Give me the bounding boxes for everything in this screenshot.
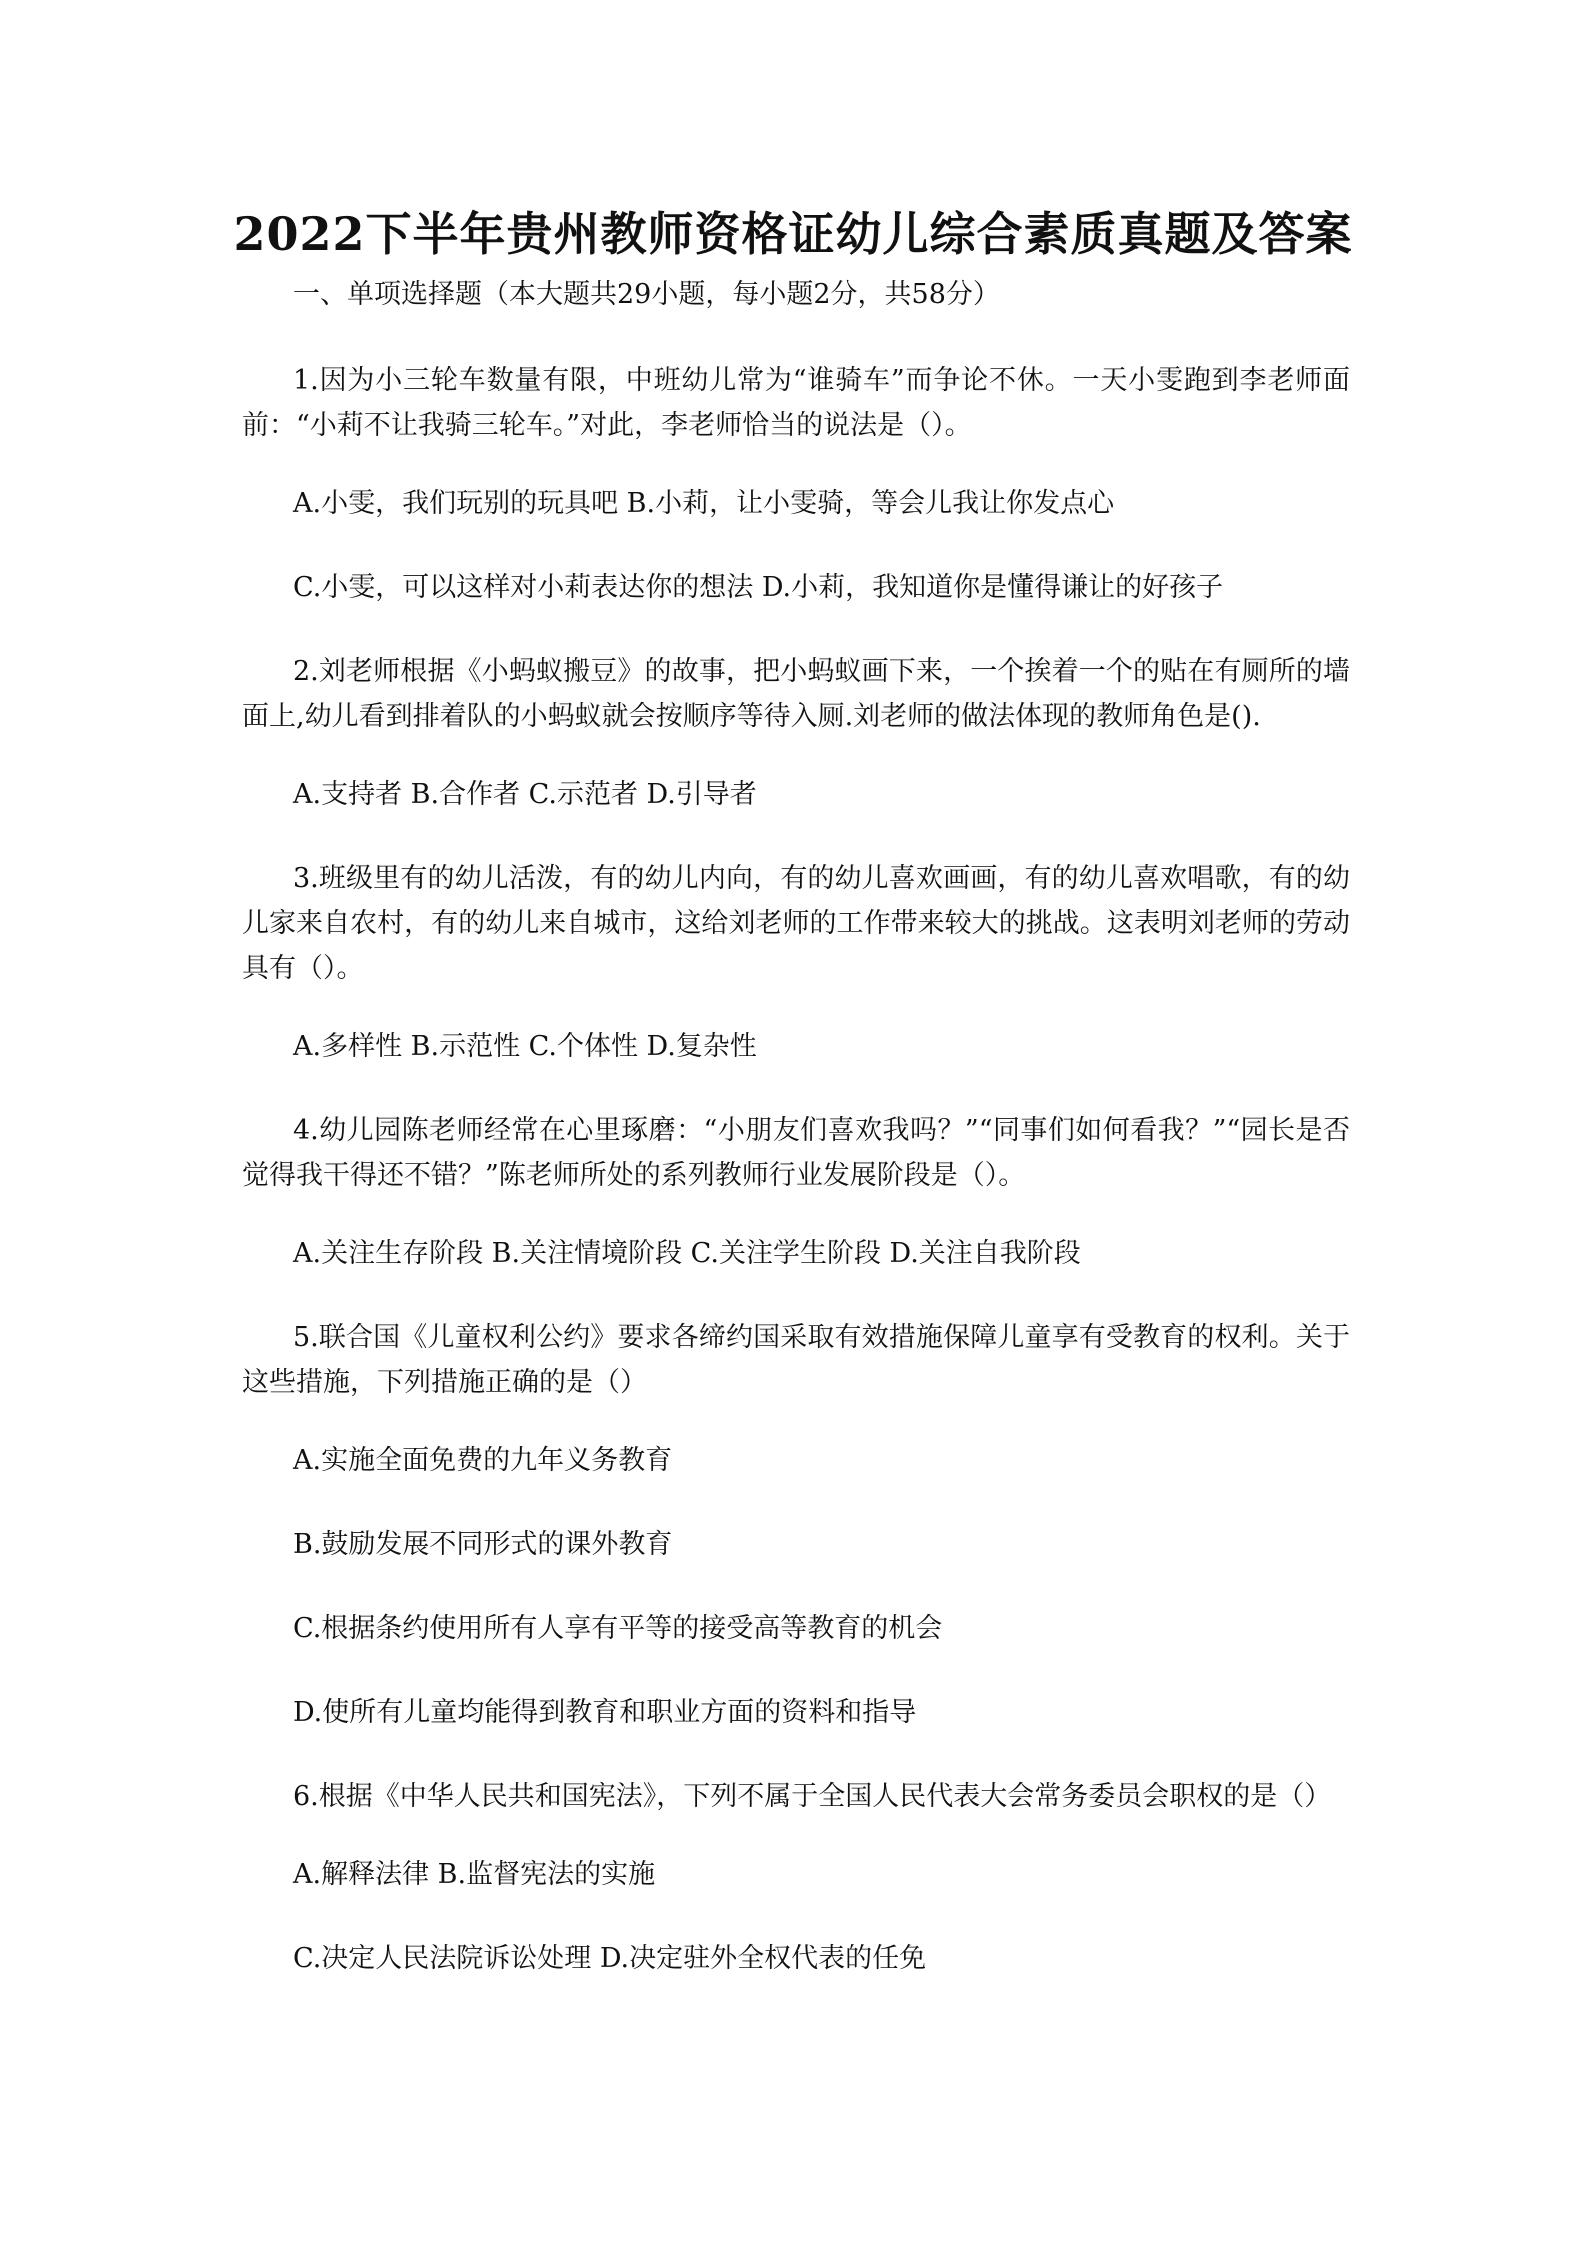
question-stem: 6.根据《中华人民共和国宪法》，下列不属于全国人民代表大会常务委员会职权的是（） bbox=[293, 1781, 1332, 1812]
section-heading: 一、单项选择题（本大题共29小题，每小题2分，共58分） bbox=[293, 279, 1000, 310]
answer-option-line: A.关注生存阶段 B.关注情境阶段 C.关注学生阶段 D.关注自我阶段 bbox=[293, 1238, 1081, 1269]
question-stem: 5.联合国《儿童权利公约》要求各缔约国采取有效措施保障儿童享有受教育的权利。关于这些措施，下列措施正确的是（） bbox=[242, 1322, 1350, 1398]
question-stem: 1.因为小三轮车数量有限，中班幼儿常为“谁骑车”而争论不休。一天小雯跑到李老师面前：“小莉不让我骑三轮车。”对此，李老师恰当的说法是（）。 bbox=[242, 365, 1350, 441]
answer-option-line: A.支持者 B.合作者 C.示范者 D.引导者 bbox=[293, 779, 757, 810]
answer-option-line: A.解释法律 B.监督宪法的实施 bbox=[293, 1859, 656, 1890]
question-stem: 2.刘老师根据《小蚂蚁搬豆》的故事，把小蚂蚁画下来，一个挨着一个的贴在有厕所的墙面上,幼儿看到排着队的小蚂蚁就会按顺序等待入厕.刘老师的做法体现的教师角色是(). bbox=[242, 656, 1350, 732]
answer-option-line: A.小雯，我们玩别的玩具吧 B.小莉，让小雯骑，等会儿我让你发点心 bbox=[293, 488, 1115, 519]
question-stem: 4.幼儿园陈老师经常在心里琢磨：“小朋友们喜欢我吗？”“同事们如何看我？”“园长是否觉得我干得还不错？”陈老师所处的系列教师行业发展阶段是（）。 bbox=[242, 1115, 1350, 1191]
document-title: 2022下半年贵州教师资格证幼儿综合素质真题及答案 bbox=[233, 207, 1353, 261]
answer-option-line: C.小雯，可以这样对小莉表达你的想法 D.小莉，我知道你是懂得谦让的好孩子 bbox=[293, 572, 1224, 603]
question-list bbox=[242, 358, 1350, 2020]
answer-option-line: A.实施全面免费的九年义务教育 bbox=[293, 1445, 673, 1476]
answer-option-line: D.使所有儿童均能得到教育和职业方面的资料和指导 bbox=[293, 1697, 917, 1728]
answer-option-line: B.鼓励发展不同形式的课外教育 bbox=[293, 1529, 673, 1560]
answer-option-line: C.决定人民法院诉讼处理 D.决定驻外全权代表的任免 bbox=[293, 1943, 927, 1974]
answer-option-line: C.根据条约使用所有人享有平等的接受高等教育的机会 bbox=[293, 1613, 943, 1644]
answer-option-line: A.多样性 B.示范性 C.个体性 D.复杂性 bbox=[293, 1031, 757, 1062]
question-stem: 3.班级里有的幼儿活泼，有的幼儿内向，有的幼儿喜欢画画，有的幼儿喜欢唱歌，有的幼儿家来自农村，有的幼儿来自城市，这给刘老师的工作带来较大的挑战。这表明刘老师的劳动具有（）。 bbox=[242, 863, 1350, 984]
